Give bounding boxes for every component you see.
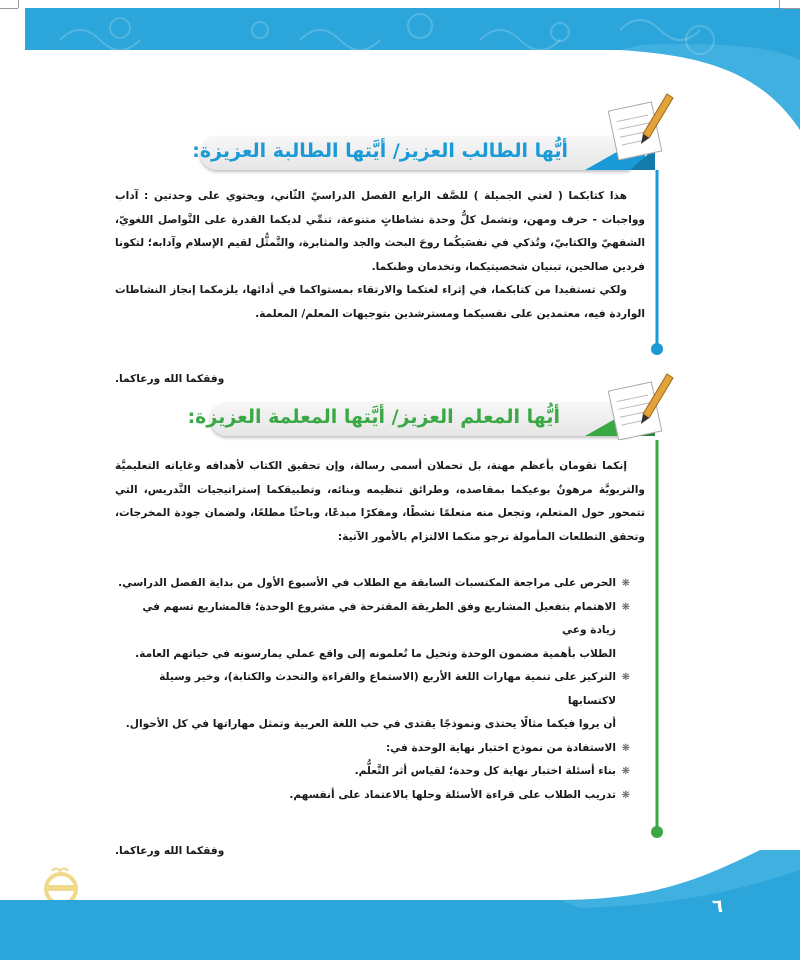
section2-intro-text: إنكما تقومان بأعظم مهنة، بل تحملان أسمى رسالة، وإن تحقيق الكتاب لأهدافه وغاياته التعليميَّة والتربويَّة مرهونٌ بوعيكما بمقاصده، وطرائق تنظيمه وبنائه، وتطبيقكما إستراتيجيات التَّدريس، التي تتمحور حول المتعلم، وتجعل منه متعلمًا نشطًا، ومفكرًا مبدعًا، وباحثًا مطلعًا، ولضمان جودة المخرجات، وتحقق التطلعات المأمولة نرجو منكما الالتزام بالأمور الآتية: [115,460,645,543]
section2-heading: أيُّها المعلم العزيز/ أيَّتها المعلمة العزيزة: [187,406,560,428]
paper-pencil-icon [605,368,675,440]
section2-closing: وفقكما الله ورعاكما. [115,845,225,857]
list-item: ❋ الحرص على مراجعة المكتسبات السابقة مع الطلاب في الأسبوع الأول من بداية الفصل الدراسي. [115,572,630,596]
list-item: الطلاب بأهمية مضمون الوحدة وتحيل ما تُعلمونه إلى واقع عملي يمارسونه في حياتهم العامة. [135,647,616,660]
page-number: ٦ [712,896,723,917]
paper-pencil-icon [605,88,675,160]
section1-heading: أيُّها الطالب العزيز/ أيَّتها الطالبة العزيزة: [192,140,568,162]
bottom-decorative-band [0,850,800,960]
section1-paragraph-1: هذا كتابكما ( لغتي الجميلة ) للصَّف الرابع الفصل الدراسيّ الثّاني، ويحتوي على وحدتين : آداب وواجبات - حرف ومهن، وتشمل كلُّ وحدة نشاطاتٍ متنوعة، تنمِّي لديكما القدرة على التَّواصل اللغويّ، الشفهيّ والكتابيّ، وتُذكي في نفسَيكُما روحَ البحث والجد والمثابرة، والتَّمثُّل لقيم الإسلام وآدابه؛ لتكونا فردين صالحين، تبنيان شخصيتيكما، وتخدمان وطنكما. [115,190,645,273]
bullet-icon: ❋ [621,672,630,683]
bullet-icon: ❋ [621,601,630,613]
bullet-icon: ❋ [621,578,630,589]
bullet-icon: ❋ [621,789,630,801]
list-item: ❋ بناء أسئلة اختبار نهاية كل وحدة؛ لقياس أثر التَّعلُّم. [115,760,630,784]
section1-closing: وفقكما الله ورعاكما. [115,373,225,385]
section2-guidelines-list [115,572,630,807]
list-item: ❋ الاهتمام بتفعيل المشاريع وفق الطريقة المقترحة في مشروع الوحدة؛ فالمشاريع تسهم في زيادة وعي [115,596,630,643]
bullet-icon: ❋ [621,766,630,777]
list-item: ❋ التركيز على تنمية مهارات اللغة الأربع (الاستماع والقراءة والتحدث والكتابة)، وخير وسيلة لاكتسابها [115,666,630,713]
list-item: ❋ تدريب الطلاب على قراءة الأسئلة وحلها بالاعتماد على أنفسهم. [115,784,630,808]
section1-paragraph-2: ولكي تستفيدا من كتابكما، في إثراء لغتكما والارتقاء بمستواكما في أدائها، يلزمكما إنجاز النشاطات الواردة فيه، معتمدين على نفسيكما ومسترشدين بتوجيهات المعلم/ المعلمة. [115,284,645,320]
bullet-icon: ❋ [621,742,630,754]
list-item: أن يروا فيكما مثالًا يحتذى ونموذجًا يقتدى في حب اللغة العربية وتمثل مهاراتها في كل الأحوال. [125,718,616,730]
list-item: ❋ الاستفادة من نموذج اختبار نهاية الوحدة في: [115,737,630,761]
section2-intro [115,455,645,549]
section1-body [115,185,645,326]
